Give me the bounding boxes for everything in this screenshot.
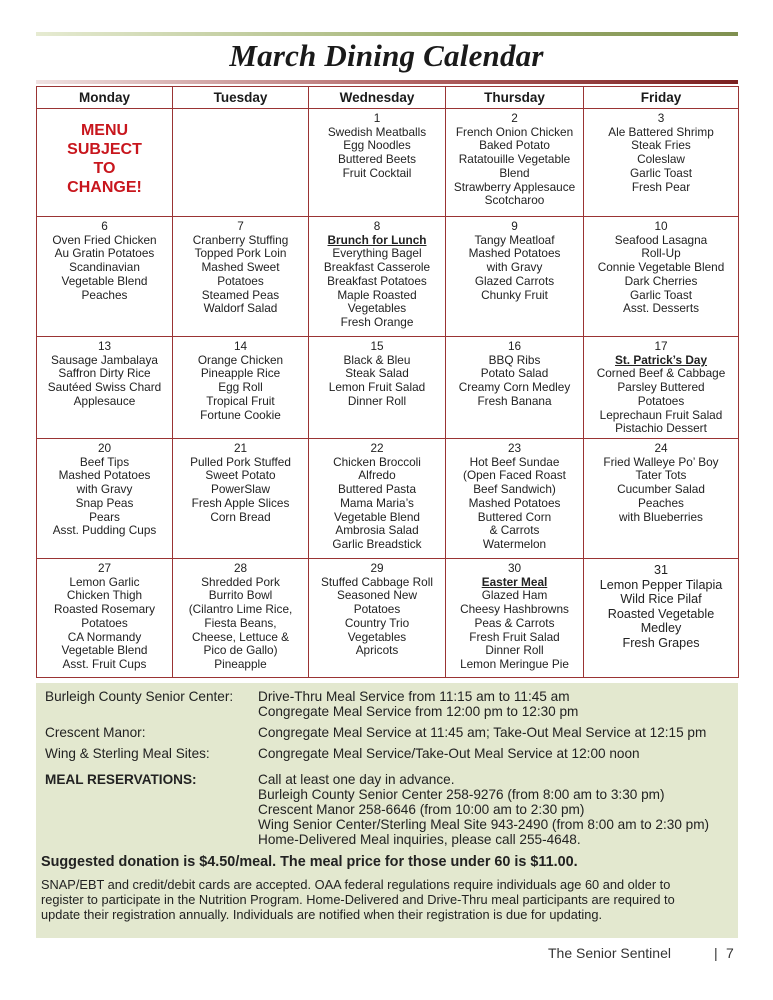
menu-item: Roll-Up (641, 246, 681, 261)
day-date: 17 (654, 339, 668, 353)
menu-item: Blend (499, 165, 530, 180)
day-header-monday: Monday (37, 87, 173, 109)
menu-item: Seasoned New (336, 588, 417, 603)
page-footer (548, 945, 734, 961)
menu-item: Applesauce (73, 393, 136, 408)
day-menu (37, 337, 172, 409)
menu-item: Vegetable Blend (61, 273, 148, 288)
menu-item: Asst. Fruit Cups (62, 656, 147, 671)
menu-item: Fresh Banana (477, 393, 552, 408)
day-cell (446, 439, 584, 559)
wing-hours (258, 746, 640, 761)
day-cell (173, 217, 309, 337)
menu-item: Alfredo (358, 468, 396, 483)
day-date: 7 (237, 219, 244, 233)
reservations-label: MEAL RESERVATIONS: (45, 772, 197, 787)
menu-item: Oven Fried Chicken (52, 232, 157, 247)
day-cell (446, 559, 584, 678)
footer-separator: | (714, 945, 718, 961)
menu-item: Sausage Jambalaya (51, 352, 158, 367)
day-date: 3 (657, 111, 665, 125)
menu-item: Medley (640, 621, 682, 636)
menu-item: Country Trio (344, 615, 410, 630)
menu-note-line: MENU (80, 122, 129, 139)
day-date: 15 (370, 339, 384, 353)
reservation-line: Home-Delivered Meal inquiries, please call 255-4648. (258, 832, 581, 847)
menu-item: Pistachio Dessert (615, 421, 707, 436)
menu-item: Buttered Corn (477, 509, 552, 524)
special-meal-title: Easter Meal (481, 574, 548, 589)
menu-item: Leprechaun Fruit Salad (599, 407, 723, 422)
burleigh-hours (258, 689, 578, 719)
menu-item: Cranberry Stuffing (192, 232, 289, 247)
menu-item: Fresh Grapes (622, 635, 700, 650)
menu-item: Parsley Buttered (617, 380, 705, 395)
publication-name: The Senior Sentinel (548, 945, 671, 961)
menu-item: Burrito Bowl (208, 588, 273, 603)
menu-item: Dinner Roll (347, 393, 407, 408)
burleigh-label: Burleigh County Senior Center: (45, 689, 234, 704)
day-header-row (37, 87, 739, 109)
day-cell (173, 337, 309, 439)
menu-item: with Gravy (486, 260, 543, 275)
day-date: 29 (370, 561, 384, 575)
day-date: 2 (511, 111, 518, 125)
menu-item: Roasted Rosemary (54, 602, 155, 617)
day-cell (173, 439, 309, 559)
day-cell (309, 559, 446, 678)
menu-item: Lemon Fruit Salad (328, 380, 426, 395)
day-cell (584, 337, 739, 439)
day-menu (173, 109, 308, 112)
menu-item: Lemon Meringue Pie (460, 656, 569, 671)
menu-item: Shredded Pork (201, 574, 280, 589)
donation-notice: Suggested donation is $4.50/meal. The meal price for those under 60 is $11.00. (41, 854, 578, 870)
day-menu (173, 337, 308, 422)
menu-item: Cheesy Hashbrowns (460, 602, 569, 617)
special-meal-title: St. Patrick’s Day (614, 352, 708, 367)
menu-item: Vegetables (347, 301, 407, 316)
menu-item: Cucumber Salad (617, 482, 705, 497)
menu-item: Chicken Broccoli (333, 454, 421, 469)
menu-item: Garlic Toast (629, 165, 693, 180)
menu-item: Garlic Breadstick (332, 536, 422, 551)
menu-item: Orange Chicken (197, 352, 284, 367)
menu-subject-to-change-note (37, 109, 172, 197)
top-red-rule (36, 80, 738, 84)
menu-item: with Blueberries (619, 509, 703, 524)
menu-item: Glazed Ham (481, 588, 548, 603)
day-menu (309, 109, 445, 181)
week-row (37, 337, 739, 439)
menu-item: Waldorf Salad (203, 301, 278, 316)
day-date: 31 (653, 563, 668, 577)
menu-item: Glazed Carrots (474, 273, 555, 288)
day-menu (584, 337, 738, 436)
day-date: 8 (373, 219, 381, 233)
wing-hours-line: Congregate Meal Service/Take-Out Meal Service at 12:00 noon (258, 746, 640, 761)
menu-item: Garlic Toast (629, 287, 693, 302)
menu-item: Pineapple Rice (200, 366, 281, 381)
day-cell (584, 559, 739, 678)
day-menu (173, 559, 308, 672)
menu-item: Mashed Sweet (201, 260, 280, 275)
menu-item: Pears (89, 509, 120, 524)
crescent-hours (258, 725, 706, 740)
menu-item: PowerSlaw (210, 482, 270, 497)
burleigh-hours-line: Drive-Thru Meal Service from 11:15 am to 11:45 am (258, 689, 570, 704)
day-cell (446, 217, 584, 337)
menu-item: Potatoes (637, 393, 685, 408)
day-cell (309, 109, 446, 217)
day-cell (37, 337, 173, 439)
fine-print-line: SNAP/EBT and credit/debit cards are accepted. OAA federal regulations require individuals age 60 and older to (41, 877, 671, 892)
menu-item: Mama Maria’s (340, 495, 414, 510)
day-menu (37, 559, 172, 672)
menu-item: Wild Rice Pilaf (620, 592, 702, 607)
day-date: 28 (233, 561, 248, 575)
menu-item: Asst. Desserts (622, 301, 700, 316)
menu-item: Potatoes (353, 602, 401, 617)
week-row (37, 217, 739, 337)
day-header-thursday: Thursday (446, 87, 584, 109)
day-cell (309, 439, 446, 559)
day-cell (173, 559, 309, 678)
menu-item: Watermelon (482, 536, 547, 551)
crescent-hours-line: Congregate Meal Service at 11:45 am; Take-Out Meal Service at 12:15 pm (258, 725, 707, 740)
menu-item: Fruit Cocktail (342, 165, 412, 180)
page-number: 7 (726, 945, 734, 961)
fine-print-line: update their registration annually. Individuals are notified when their registration is due for updating. (41, 907, 603, 923)
menu-item: Ratatouille Vegetable (458, 152, 571, 167)
menu-item: Roasted Vegetable (607, 606, 715, 621)
day-menu (173, 217, 308, 316)
day-date: 27 (97, 561, 112, 575)
menu-item: Steamed Peas (201, 287, 280, 302)
menu-item: Fresh Fruit Salad (469, 629, 560, 644)
top-green-rule (36, 32, 738, 36)
menu-item: Creamy Corn Medley (458, 380, 571, 395)
day-menu (446, 337, 583, 409)
reservation-line: Crescent Manor 258-6646 (from 10:00 am to 2:30 pm) (258, 802, 585, 817)
menu-item: Buttered Beets (337, 152, 417, 167)
menu-item: French Onion Chicken (455, 124, 574, 139)
day-cell (173, 109, 309, 217)
menu-item: Fresh Pear (631, 179, 691, 194)
day-date: 14 (233, 339, 248, 353)
menu-item: Fortune Cookie (200, 407, 281, 422)
week-row (37, 439, 739, 559)
menu-item: (Cilantro Lime Rice, (188, 602, 293, 617)
menu-item: Chunky Fruit (481, 287, 548, 302)
menu-note-line: TO (93, 160, 116, 177)
crescent-label: Crescent Manor: (45, 725, 146, 740)
day-date: 6 (101, 219, 108, 233)
day-menu (584, 217, 738, 316)
day-cell (309, 337, 446, 439)
day-date: 23 (507, 441, 522, 455)
menu-item: with Gravy (76, 482, 133, 497)
day-menu (584, 559, 738, 651)
menu-item: & Carrots (489, 523, 540, 538)
week-row (37, 109, 739, 217)
menu-item: Chicken Thigh (66, 588, 143, 603)
menu-item: Cheese, Lettuce & (191, 629, 290, 644)
menu-item: Peas & Carrots (474, 615, 555, 630)
menu-item: Pico de Gallo) (203, 643, 278, 658)
day-cell (37, 439, 173, 559)
menu-item: Peaches (81, 287, 128, 302)
day-menu (446, 217, 583, 302)
menu-item: Potato Salad (480, 366, 549, 381)
reservation-line: Call at least one day in advance. (258, 772, 455, 787)
day-cell (37, 217, 173, 337)
menu-item: Vegetable Blend (334, 509, 420, 524)
reservation-line: Wing Senior Center/Sterling Meal Site 943-2490 (from 8:00 am to 2:30 pm) (258, 817, 710, 832)
menu-item: (Open Faced Roast (463, 468, 566, 483)
menu-item: Saffron Dirty Rice (58, 366, 151, 381)
menu-item: Everything Bagel (332, 246, 422, 261)
menu-item: Pulled Pork Stuffed (190, 454, 291, 469)
menu-item: Asst. Pudding Cups (52, 523, 157, 538)
day-menu (584, 439, 738, 524)
menu-item: Peaches (638, 495, 684, 510)
week-row (37, 559, 739, 678)
menu-item: Hot Beef Sundae (469, 454, 560, 469)
menu-item: Egg Roll (218, 380, 263, 395)
day-menu (173, 439, 308, 524)
day-cell (37, 109, 173, 217)
day-menu (309, 217, 445, 330)
menu-item: Breakfast Potatoes (327, 273, 427, 288)
info-panel (36, 683, 738, 938)
day-header-wednesday: Wednesday (309, 87, 446, 109)
menu-item: Au Gratin Potatoes (54, 246, 155, 261)
day-date: 30 (507, 561, 522, 575)
menu-item: Lemon Pepper Tilapia (599, 577, 723, 592)
day-date: 16 (507, 339, 522, 353)
menu-item: Mashed Potatoes (468, 495, 561, 510)
wing-label: Wing & Sterling Meal Sites: (45, 746, 210, 761)
menu-item: Steak Salad (345, 366, 409, 381)
day-cell (584, 217, 739, 337)
day-date: 13 (97, 339, 112, 353)
menu-item: Scandinavian (69, 260, 140, 275)
day-header-tuesday: Tuesday (173, 87, 309, 109)
day-header-friday: Friday (584, 87, 739, 109)
menu-item: Sautéed Swiss Chard (47, 380, 162, 395)
menu-item: Apricots (355, 643, 399, 658)
menu-item: Beef Tips (79, 454, 130, 469)
menu-item: Potatoes (217, 273, 264, 288)
fine-print (41, 877, 737, 923)
day-menu (446, 559, 583, 672)
menu-item: Ambrosia Salad (335, 523, 419, 538)
day-menu (309, 439, 445, 552)
menu-item: Scotcharoo (484, 193, 545, 208)
menu-item: Tater Tots (635, 468, 687, 483)
menu-item: BBQ Ribs (488, 352, 541, 367)
menu-item: Fiesta Beans, (204, 615, 277, 630)
day-menu (309, 337, 445, 409)
menu-item: Pineapple (214, 656, 267, 671)
menu-item: Corn Bread (210, 509, 271, 524)
menu-item: Fresh Apple Slices (191, 495, 290, 510)
menu-item: Topped Pork Loin (194, 246, 287, 261)
menu-item: Beef Sandwich) (473, 482, 556, 497)
day-menu (309, 559, 445, 658)
day-menu (37, 217, 172, 302)
menu-item: Stuffed Cabbage Roll (321, 574, 433, 589)
menu-item: Dark Cherries (624, 273, 698, 288)
day-cell (446, 337, 584, 439)
day-date: 10 (654, 219, 668, 233)
day-cell (446, 109, 584, 217)
day-date: 1 (373, 111, 381, 125)
day-cell (584, 439, 739, 559)
menu-item: Breakfast Casserole (323, 260, 431, 275)
menu-item: Lemon Garlic (69, 574, 140, 589)
menu-item: CA Normandy (67, 629, 142, 644)
menu-item: Swedish Meatballs (327, 124, 427, 139)
day-date: 24 (654, 441, 668, 455)
day-cell (37, 559, 173, 678)
menu-item: Seafood Lasagna (614, 232, 708, 247)
menu-item: Connie Vegetable Blend (597, 260, 725, 275)
menu-item: Vegetable Blend (61, 643, 148, 658)
reservation-line: Burleigh County Senior Center 258-9276 (from 8:00 am to 3:30 pm) (258, 787, 665, 802)
special-meal-title: Brunch for Lunch (327, 232, 427, 247)
day-menu (584, 109, 738, 194)
menu-item: Dinner Roll (485, 643, 544, 658)
menu-item: Mashed Potatoes (468, 246, 561, 261)
menu-item: Baked Potato (479, 138, 550, 153)
menu-item: Vegetables (347, 629, 407, 644)
menu-note-line: CHANGE! (67, 179, 142, 196)
menu-item: Corned Beef & Cabbage (596, 366, 726, 381)
menu-item: Fried Walleye Po’ Boy (603, 454, 719, 469)
menu-item: Ale Battered Shrimp (608, 124, 714, 139)
fine-print-line: register to participate in the Nutrition Program. Home-Delivered and Drive-Thru meal participants are required to (41, 892, 675, 908)
menu-item: Maple Roasted (337, 287, 417, 302)
menu-item: Coleslaw (637, 152, 685, 167)
day-date: 9 (511, 219, 518, 233)
reservations-details (258, 772, 709, 847)
dining-calendar-table (36, 86, 739, 678)
menu-item: Mashed Potatoes (58, 468, 151, 483)
menu-item: Egg Noodles (343, 138, 411, 153)
page-title: March Dining Calendar (229, 38, 544, 73)
menu-item: Strawberry Applesauce (453, 179, 576, 194)
menu-item: Buttered Pasta (337, 482, 417, 497)
day-date: 20 (97, 441, 112, 455)
menu-item: Snap Peas (75, 495, 134, 510)
day-menu (37, 439, 172, 538)
day-date: 22 (370, 441, 384, 455)
menu-item: Tangy Meatloaf (474, 232, 555, 247)
day-cell (584, 109, 739, 217)
menu-item: Potatoes (81, 615, 128, 630)
menu-item: Tropical Fruit (206, 393, 275, 408)
day-cell (309, 217, 446, 337)
menu-item: Black & Bleu (343, 352, 411, 367)
day-menu (446, 439, 583, 552)
menu-item: Sweet Potato (205, 468, 276, 483)
menu-note-line: SUBJECT (67, 141, 142, 158)
day-menu (446, 109, 583, 208)
day-date: 21 (233, 441, 248, 455)
menu-item: Steak Fries (631, 138, 691, 153)
menu-item: Fresh Orange (340, 314, 414, 329)
burleigh-hours-line: Congregate Meal Service from 12:00 pm to 12:30 pm (258, 704, 579, 719)
